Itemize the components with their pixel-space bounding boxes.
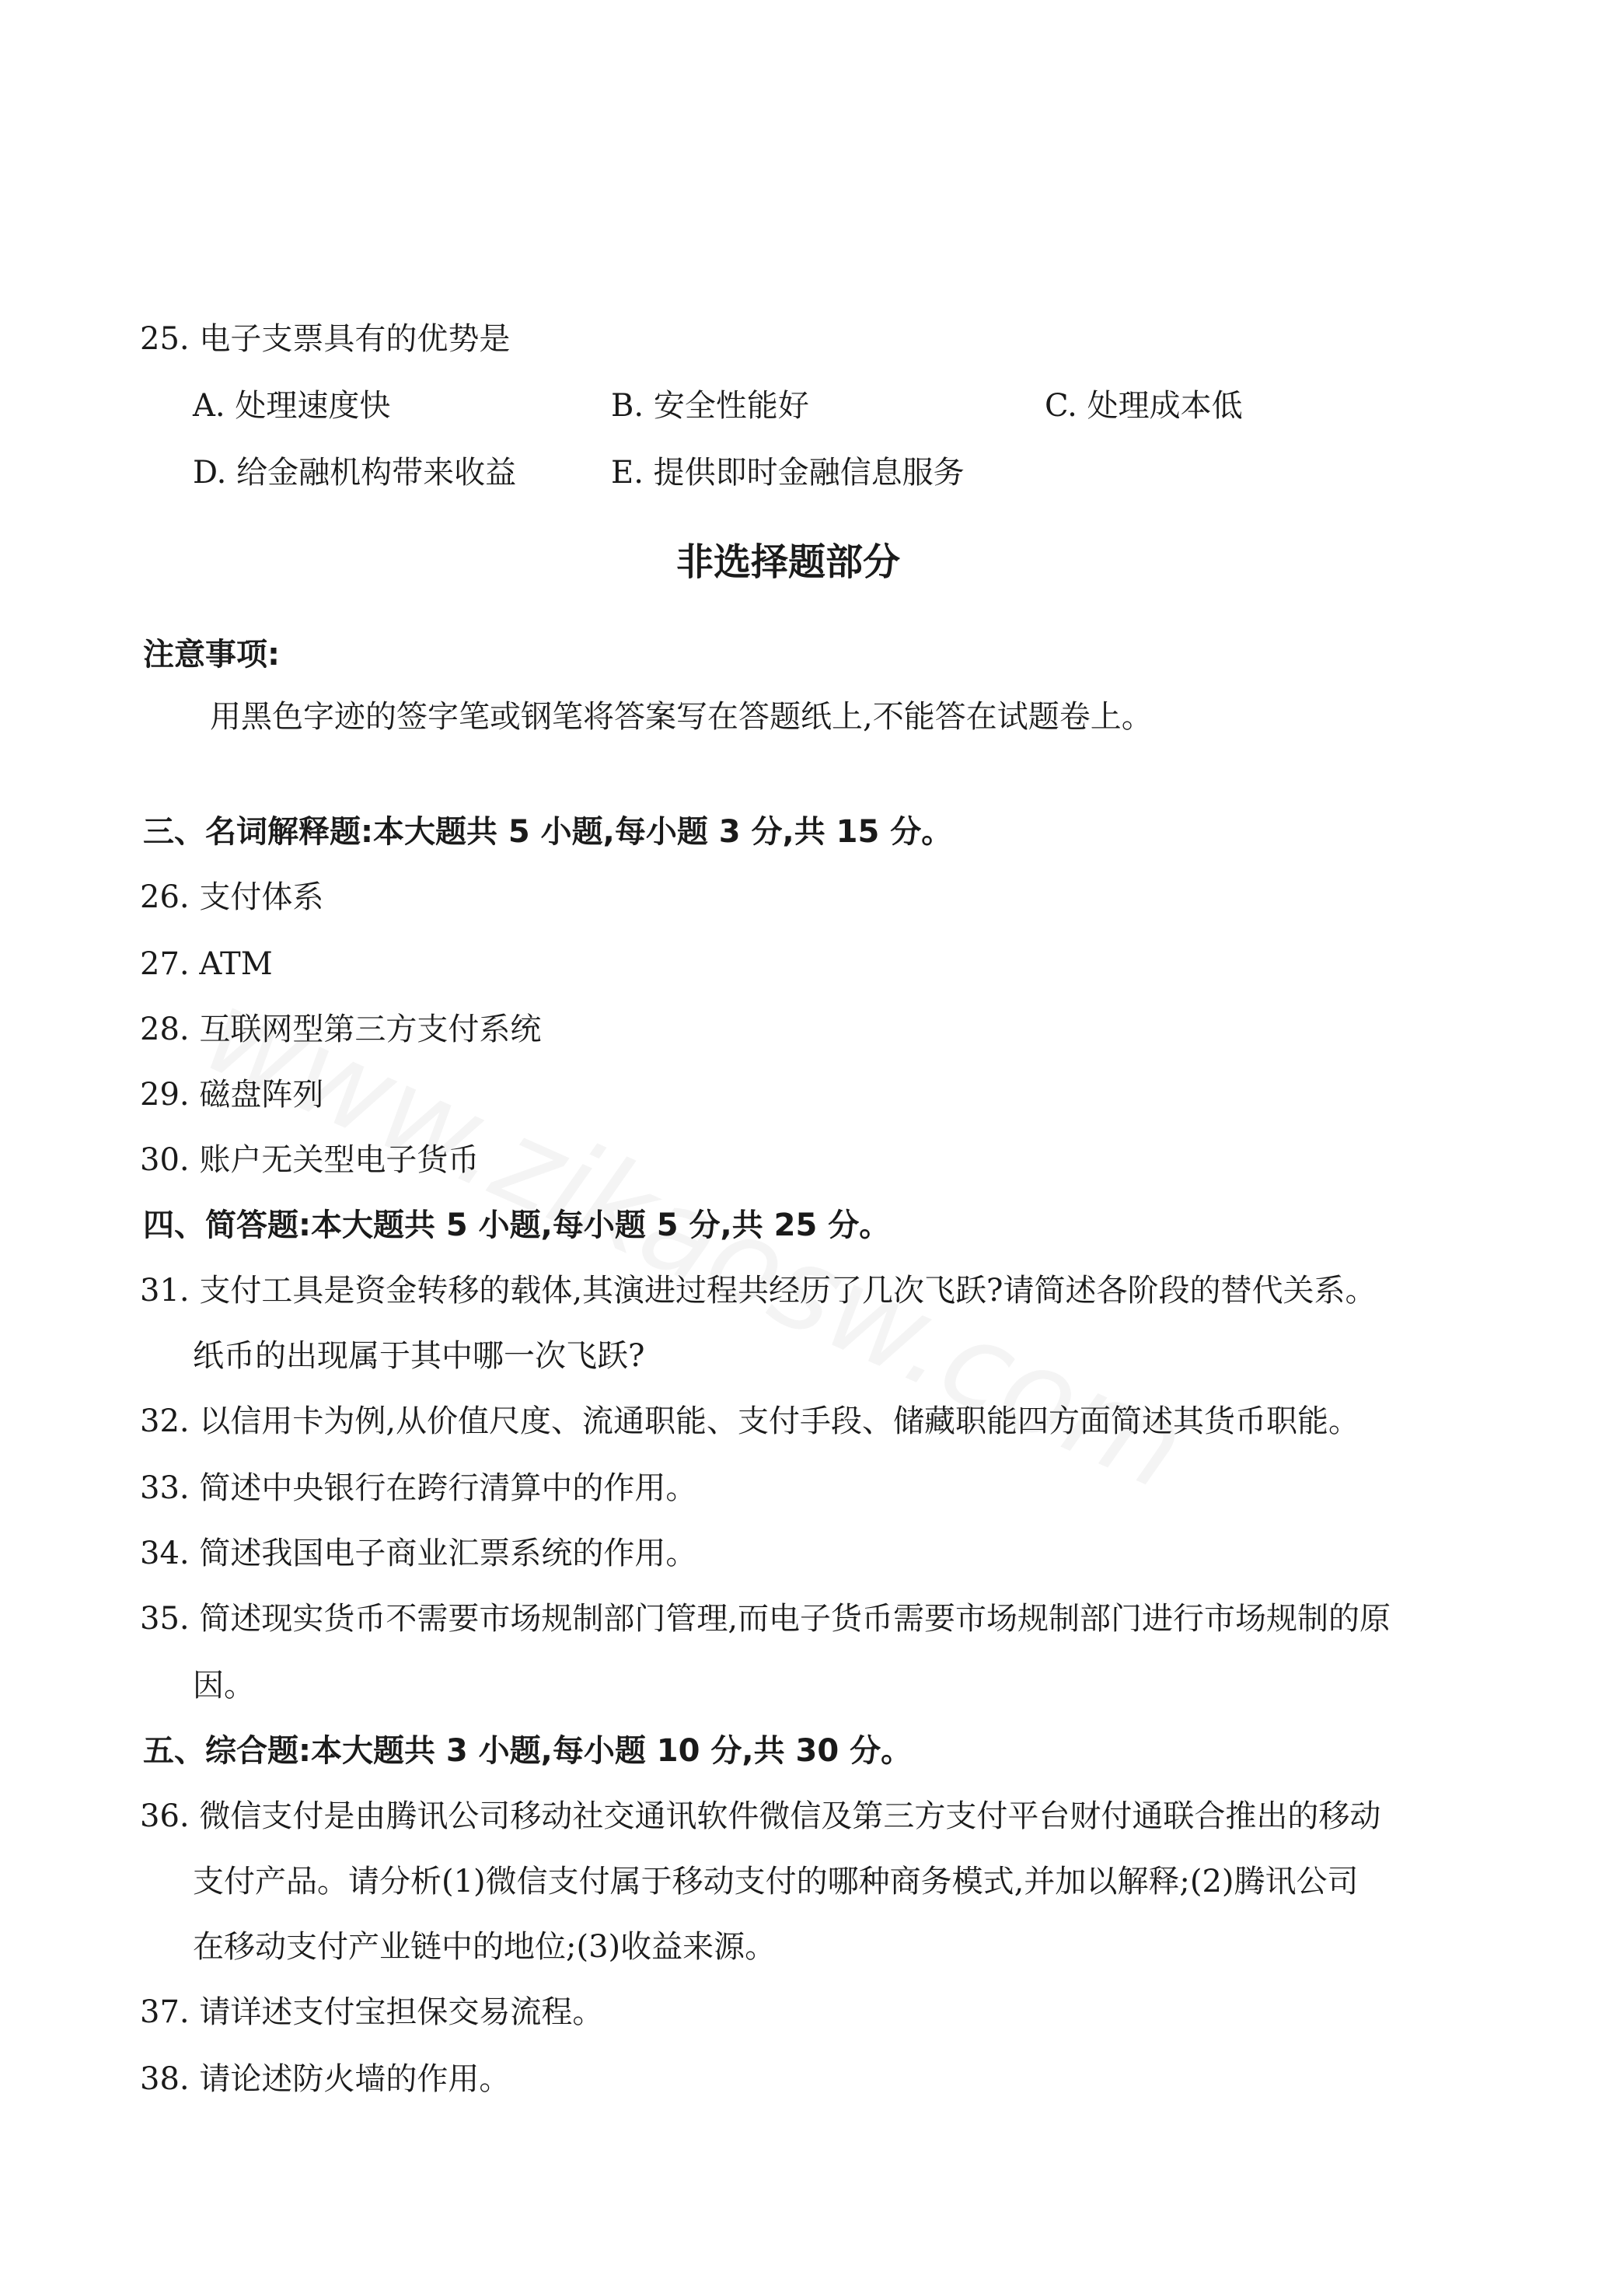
q38: 38. 请论述防火墙的作用。: [140, 2061, 511, 2097]
q37: 37. 请详述支付宝担保交易流程。: [140, 1994, 604, 2030]
q32: 32. 以信用卡为例,从价值尺度、流通职能、支付手段、储藏职能四方面简述其货币职能。: [140, 1403, 1360, 1439]
notice-heading: 注意事项:: [143, 637, 280, 673]
section-4-heading: 四、简答题:本大题共 5 小题,每小题 5 分,共 25 分。: [143, 1207, 891, 1243]
q36-line-3: 在移动支付产业链中的地位;(3)收益来源。: [193, 1929, 777, 1965]
q34: 34. 简述我国电子商业汇票系统的作用。: [140, 1536, 697, 1571]
q35-line-2: 因。: [193, 1668, 255, 1704]
q30: 30. 账户无关型电子货币: [140, 1142, 480, 1178]
q26: 26. 支付体系: [140, 879, 324, 915]
q31-line-2: 纸币的出现属于其中哪一次飞跃?: [193, 1338, 645, 1374]
q27: 27. ATM: [140, 946, 273, 982]
q25-option-d: D. 给金融机构带来收益: [193, 455, 517, 491]
q33: 33. 简述中央银行在跨行清算中的作用。: [140, 1470, 697, 1506]
section-5-heading: 五、综合题:本大题共 3 小题,每小题 10 分,共 30 分。: [143, 1733, 913, 1769]
part-title: 非选择题部分: [676, 540, 901, 584]
q25-option-b: B. 安全性能好: [611, 388, 809, 424]
q31-line-1: 31. 支付工具是资金转移的载体,其演进过程共经历了几次飞跃?请简述各阶段的替代关系。: [140, 1273, 1377, 1309]
q36-line-2: 支付产品。请分析(1)微信支付属于移动支付的哪种商务模式,并加以解释;(2)腾讯公司: [193, 1864, 1359, 1899]
q25-option-e: E. 提供即时金融信息服务: [611, 455, 965, 491]
q28: 28. 互联网型第三方支付系统: [140, 1012, 542, 1047]
q25-stem: 25. 电子支票具有的优势是: [140, 321, 511, 357]
q35-line-1: 35. 简述现实货币不需要市场规制部门管理,而电子货币需要市场规制部门进行市场规制的原: [140, 1601, 1391, 1637]
q36-line-1: 36. 微信支付是由腾讯公司移动社交通讯软件微信及第三方支付平台财付通联合推出的移动: [140, 1798, 1381, 1834]
q25-option-a: A. 处理速度快: [193, 388, 391, 424]
q25-option-c: C. 处理成本低: [1045, 388, 1243, 424]
notice-text: 用黑色字迹的签字笔或钢笔将答案写在答题纸上,不能答在试题卷上。: [210, 699, 1153, 735]
q29: 29. 磁盘阵列: [140, 1077, 324, 1113]
section-3-heading: 三、名词解释题:本大题共 5 小题,每小题 3 分,共 15 分。: [143, 814, 953, 850]
